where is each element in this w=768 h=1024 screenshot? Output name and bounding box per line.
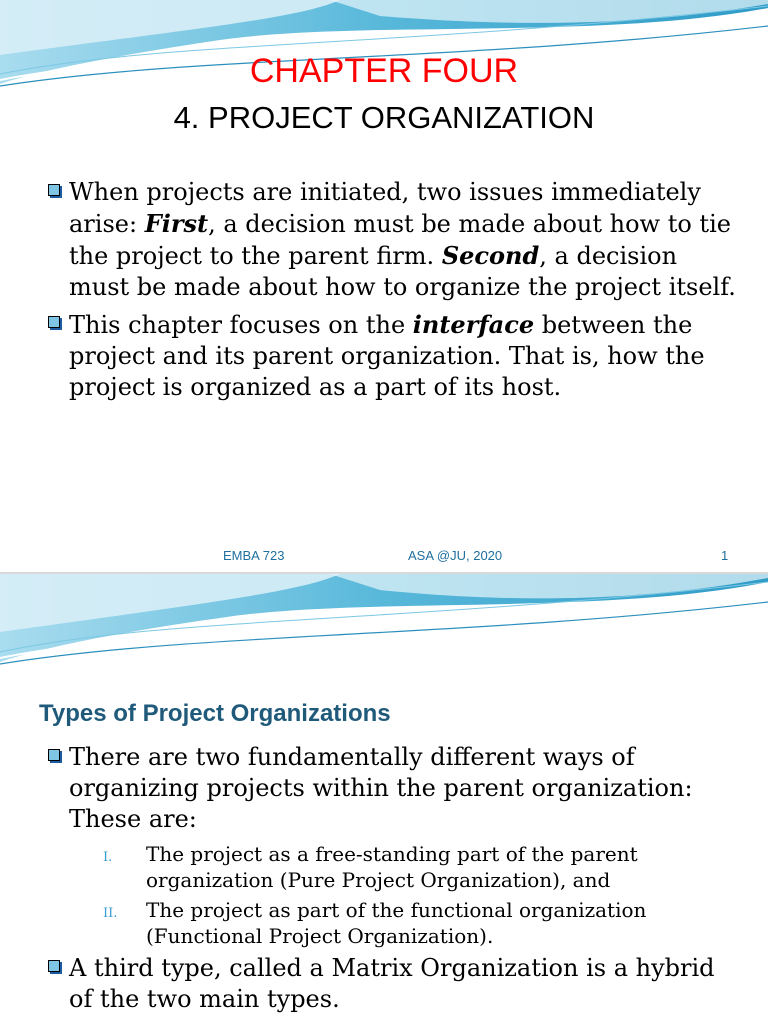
sub-list-item: II. The project as part of the functional organization (Functional Project Organization). — [103, 898, 647, 948]
emphasis-interface: interface — [412, 310, 535, 339]
square-bullet-icon — [48, 749, 60, 761]
list-item: A third type, called a Matrix Organization is a hybrid of the two main types. — [48, 953, 738, 1015]
square-bullet-icon — [48, 960, 60, 972]
footer-course: EMBA 723 — [223, 548, 285, 563]
header-wave-decoration — [0, 574, 768, 666]
sub-list — [103, 841, 738, 949]
roman-numeral: I. — [103, 850, 113, 865]
chapter-title: CHAPTER FOUR — [249, 52, 519, 90]
emphasis-second: Second — [441, 241, 540, 270]
page-number: 1 — [721, 548, 729, 563]
slide-heading: Types of Project Organizations — [39, 700, 391, 727]
square-bullet-icon — [48, 316, 60, 328]
roman-numeral: II. — [103, 906, 118, 921]
list-item: When projects are initiated, two issues immediately arise: First, a decision must be made about how to tie the project to the parent firm. Second, a decision must be made about how to organize the project itself. — [48, 177, 738, 303]
square-bullet-icon — [48, 184, 60, 196]
list-item: This chapter focuses on the interface between the project and its parent organization. That is, how the project is organized as a part of its host. — [48, 309, 738, 403]
slide-2 — [0, 574, 768, 1024]
footer-author: ASA @JU, 2020 — [408, 548, 503, 563]
section-title: 4. PROJECT ORGANIZATION — [173, 100, 595, 135]
sub-list-item: I. The project as a free-standing part of the parent organization (Pure Project Organization), and — [103, 842, 638, 892]
emphasis-first: First — [144, 209, 209, 238]
list-item: There are two fundamentally different ways of organizing projects within the parent organization: These are: — [48, 742, 738, 835]
bullet-list — [48, 742, 738, 1021]
bullet-list — [48, 177, 738, 409]
